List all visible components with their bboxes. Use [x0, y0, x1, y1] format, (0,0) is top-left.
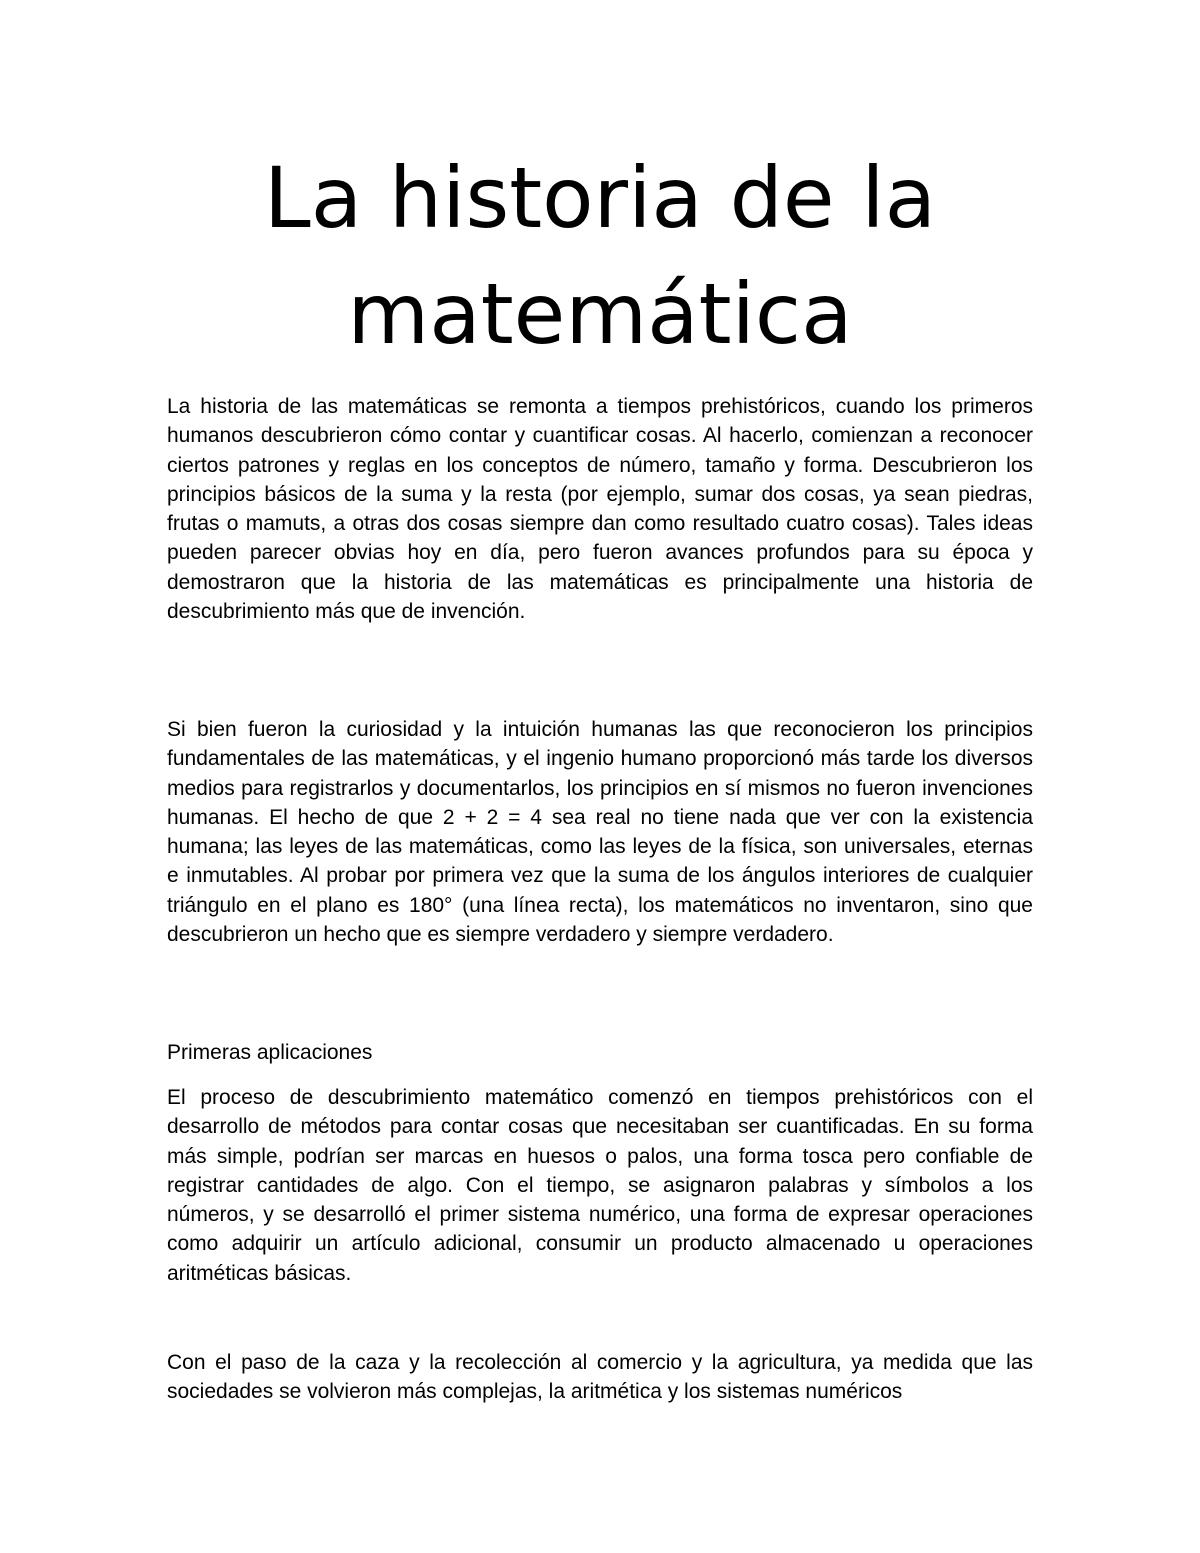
- document-title: [0, 140, 1200, 372]
- document-title-line-2: matemática: [347, 265, 853, 363]
- trade-paragraph: Con el paso de la caza y la recolección al comercio y la agricultura, ya medida que las sociedades se volvieron más complejas, la aritmética y los sistemas numéricos: [167, 1351, 1033, 1404]
- document-title-line-1: La historia de la: [263, 149, 937, 247]
- intro-paragraph: La historia de las matemáticas se remonta a tiempos prehistóricos, cuando los primeros humanos descubrieron cómo contar y cuantificar cosas. Al hacerlo, comienzan a reconocer ciertos patrones y reglas en los conceptos de número, tamaño y forma. Descubrieron los principios básicos de la suma y la resta (por ejemplo, sumar dos cosas, ya sean piedras, frutas o mamuts, a otras dos cosas siempre dan como resultado cuatro cosas). Tales ideas pueden parecer obvias hoy en día, pero fueron avances profundos para su época y demostraron que la historia de las matemáticas es principalmente una historia de descubrimiento más que de invención.: [167, 395, 1033, 624]
- applications-paragraph: El proceso de descubrimiento matemático comenzó en tiempos prehistóricos con el desarrollo de métodos para contar cosas que necesitaban ser cuantificadas. En su forma más simple, podrían ser marcas en huesos o palos, una forma tosca pero confiable de registrar cantidades de algo. Con el tiempo, se asignaron palabras y símbolos a los números, y se desarrolló el primer sistema numérico, una forma de expresar operaciones como adquirir un artículo adicional, consumir un producto almacenado u operaciones aritméticas básicas.: [167, 1086, 1033, 1285]
- principles-paragraph: Si bien fueron la curiosidad y la intuición humanas las que reconocieron los principios fundamentales de las matemáticas, y el ingenio humano proporcionó más tarde los diversos medios para registrarlos y documentarlos, los principios en sí mismos no fueron invenciones humanas. El hecho de que 2 + 2 = 4 sea real no tiene nada que ver con la existencia humana; las leyes de las matemáticas, como las leyes de la física, son universales, eternas e inmutables. Al probar por primera vez que la suma de los ángulos interiores de cualquier triángulo en el plano es 180° (una línea recta), los matemáticos no inventaron, sino que descubrieron un hecho que es siempre verdadero y siempre verdadero.: [167, 718, 1033, 947]
- section-heading: Primeras aplicaciones: [167, 1041, 373, 1064]
